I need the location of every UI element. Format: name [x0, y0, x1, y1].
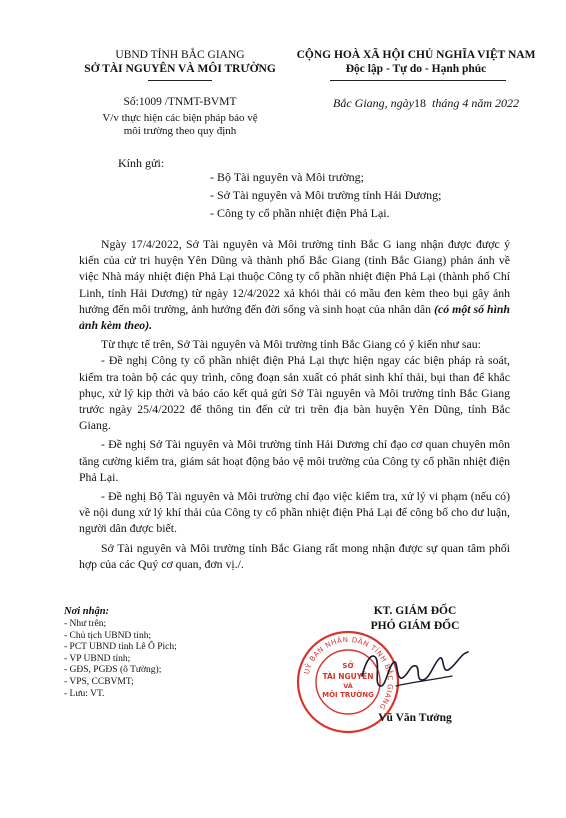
distribution-item: - PCT UBND tỉnh Lê Ô Pich;	[64, 642, 177, 653]
date-day: 18	[413, 96, 426, 110]
recipient-item: - Bộ Tài nguyên và Môi trường;	[210, 170, 364, 184]
signer-title: KT. GIÁM ĐỐC	[373, 605, 457, 617]
national-motto	[280, 48, 552, 76]
date-month: 4	[462, 96, 469, 110]
authority-underline	[148, 80, 212, 81]
date-place: Bắc Giang, ngày	[333, 96, 414, 110]
subject-line-1: V/v thực hiện các biện pháp bảo vệ	[102, 112, 258, 124]
subject-line-2: môi trường theo quy định	[123, 125, 237, 137]
paragraph-4: - Đề nghị Sở Tài nguyên và Môi trường tỉnh Hải Dương chỉ đạo cơ quan chuyên môn tăng cường kiểm tra, giám sát hoạt động bảo vệ môi trường của Công ty cổ phần nhiệt điện Phả Lại.	[79, 437, 510, 484]
nation-name: CỘNG HOÀ XÃ HỘI CHỦ NGHĨA VIỆT NAM	[296, 49, 536, 61]
letter-body	[79, 236, 510, 572]
signer-name: Vũ Văn Tưởng	[378, 712, 452, 724]
signer-position: PHÓ GIÁM ĐỐC	[370, 620, 460, 632]
handwritten-signature	[356, 640, 476, 700]
paragraph-2: Từ thực tế trên, Sở Tài nguyên và Môi trường tỉnh Bắc Giang có ý kiến như sau:	[101, 337, 481, 352]
distribution-item: - VPS, CCBVMT;	[64, 676, 134, 687]
authority-province: UBND TỈNH BẮC GIANG	[115, 49, 245, 61]
date-year-label: năm	[471, 96, 492, 110]
distribution-item: - GĐS, PGĐS (ô Tường);	[64, 665, 162, 676]
recipients-label: Kính gửi:	[118, 156, 165, 170]
distribution-item: - Lưu: VT.	[64, 688, 105, 699]
paragraph-1-main: Ngày 17/4/2022, Sở Tài nguyên và Môi trường tỉnh Bắc G iang nhận được được ý kiến của cử tri huyện Yên Dũng và thành phố Bắc Giang (tỉnh Bắc Giang) phản ánh về việc Nhà máy nhiệt điện Phả Lại thuộc Công ty cổ phần nhiệt điện Phả Lại (thành phố Chí Linh, tỉnh Hải Dương) từ ngày 12/4/2022 xả khói thải có mầu đen kèm theo bụi gây ảnh hưởng đến môi trường, ảnh hưởng đến đời sống và sinh hoạt của nhân dân	[79, 237, 510, 316]
authority-department: SỞ TÀI NGUYÊN VÀ MÔI TRƯỜNG	[84, 63, 276, 75]
document-subject	[80, 112, 280, 138]
issuing-authority	[80, 48, 280, 76]
distribution-item: - Chủ tịch UBND tỉnh;	[64, 630, 152, 641]
document-date	[306, 96, 546, 111]
date-month-label: tháng	[431, 96, 460, 110]
recipient-item: - Công ty cổ phần nhiệt điện Phả Lại.	[210, 206, 390, 220]
motto-underline	[330, 80, 506, 81]
paragraph-5: - Đề nghị Bộ Tài nguyên và Môi trường chỉ đạo việc kiểm tra, xử lý vi phạm (nếu có) về nội dung xử lý khí thải của Công ty cổ phần nhiệt điện Phả Lại để công bố cho dư luận, người dân được biết.	[79, 489, 510, 536]
recipient-item: - Sở Tài nguyên và Môi trường tỉnh Hải Dương;	[210, 188, 442, 202]
seal-text-mid1: TÀI NGUYÊN	[322, 672, 374, 681]
seal-text-mid2: VÀ	[343, 682, 353, 690]
paragraph-6: Sở Tài nguyên và Môi trường tỉnh Bắc Giang rất mong nhận được sự quan tâm phối hợp của các Quý cơ quan, đơn vị./.	[79, 540, 510, 571]
motto: Độc lập - Tự do - Hạnh phúc	[345, 63, 487, 75]
date-year: 2022	[495, 96, 519, 110]
distribution-item: - Như trên;	[64, 619, 107, 629]
distribution-title: Nơi nhận:	[64, 606, 110, 617]
seal-outer-text: UỶ BAN NHÂN DÂN TỈNH BẮC GIANG	[302, 635, 395, 712]
distribution-list	[64, 619, 177, 700]
paragraph-1	[79, 236, 510, 333]
distribution-item: - VP UBND tỉnh;	[64, 653, 131, 664]
paragraph-1-note: (có một số hình ảnh kèm theo).	[79, 301, 510, 333]
document-number: Số:1009 /TNMT-BVMT	[123, 96, 237, 108]
seal-text-mid3: MÔI TRƯỜNG	[322, 691, 374, 699]
paragraph-3: - Đề nghị Công ty cổ phần nhiệt điện Phả Lại thực hiện ngay các biện pháp rà soát, kiểm tra toàn bộ các quy trình, công đoạn sản xuất có phát sinh khí thải, bụi than để khắc phục, xử lý kịp thời và báo cáo kết quả gửi Sở Tài nguyên và Môi trường tỉnh Bắc Giang trước ngày 25/4/2022 để thông tin đến cử tri trên địa bàn huyện Yên Dũng, tỉnh Bắc Giang.	[79, 353, 510, 433]
seal-text-top: SỞ	[342, 662, 354, 670]
